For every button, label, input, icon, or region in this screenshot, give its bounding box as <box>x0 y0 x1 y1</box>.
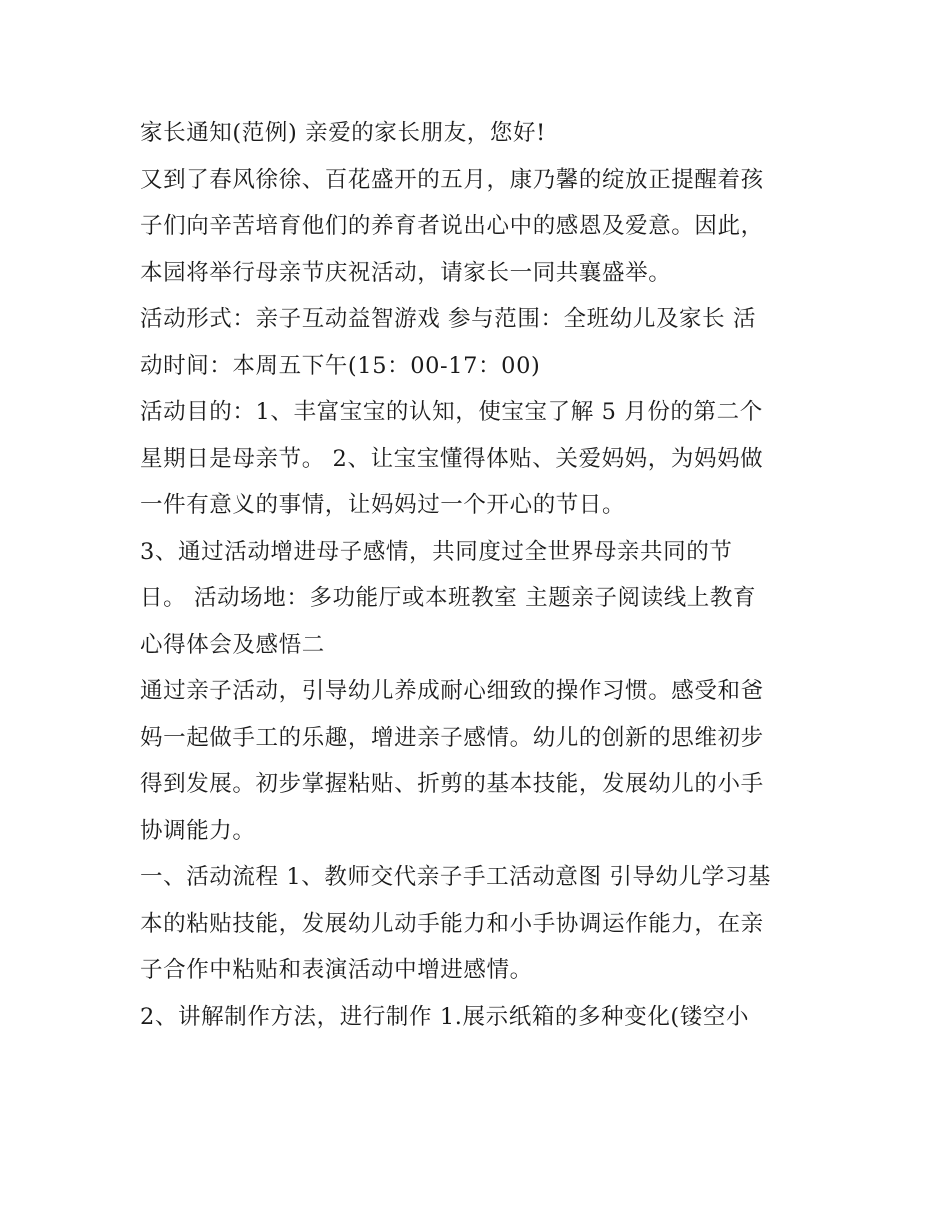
text-line: 心得体会及感悟二 <box>140 631 325 658</box>
text-line: 本的粘贴技能，发展幼儿动手能力和小手协调运作能力，在亲 <box>140 910 764 937</box>
text-line: 妈一起做手工的乐趣，增进亲子感情。幼儿的创新的思维初步 <box>140 724 764 751</box>
text-line: 日。 活动场地：多功能厅或本班教室 主题亲子阅读线上教育 <box>140 585 757 611</box>
text-line: 子们向辛苦培育他们的养育者说出心中的感恩及爱意。因此， <box>140 213 764 239</box>
document-body <box>140 110 820 1040</box>
text-line: 子合作中粘贴和表演活动中增进感情。 <box>140 957 533 983</box>
text-line: 3、通过活动增进母子感情，共同度过全世界母亲共同的节 <box>140 538 733 565</box>
text-line: 动时间：本周五下午(15：00-17：00) <box>140 352 541 379</box>
text-line: 本园将举行母亲节庆祝活动，请家长一同共襄盛举。 <box>140 259 672 286</box>
text-line: 2、讲解制作方法，进行制作 1.展示纸箱的多种变化(镂空小 <box>140 1003 750 1030</box>
text-line: 得到发展。初步掌握粘贴、折剪的基本技能，发展幼儿的小手 <box>140 771 764 797</box>
text-line: 一件有意义的事情，让妈妈过一个开心的节日。 <box>140 492 626 518</box>
text-line: 活动形式：亲子互动益智游戏 参与范围：全班幼儿及家长 活 <box>140 306 757 332</box>
text-line: 协调能力。 <box>140 817 256 844</box>
text-line: 星期日是母亲节。 2、让宝宝懂得体贴、关爱妈妈，为妈妈做 <box>140 445 764 472</box>
text-line: 又到了春风徐徐、百花盛开的五月，康乃馨的绽放正提醒着孩 <box>140 166 764 193</box>
text-line: 活动目的：1、丰富宝宝的认知，使宝宝了解 5 月份的第二个 <box>140 399 763 425</box>
text-line: 通过亲子活动，引导幼儿养成耐心细致的操作习惯。感受和爸 <box>140 678 764 704</box>
text-line: 一、活动流程 1、教师交代亲子手工活动意图 引导幼儿学习基 <box>140 864 772 890</box>
text-line: 家长通知(范例) 亲爱的家长朋友，您好! <box>140 120 546 146</box>
